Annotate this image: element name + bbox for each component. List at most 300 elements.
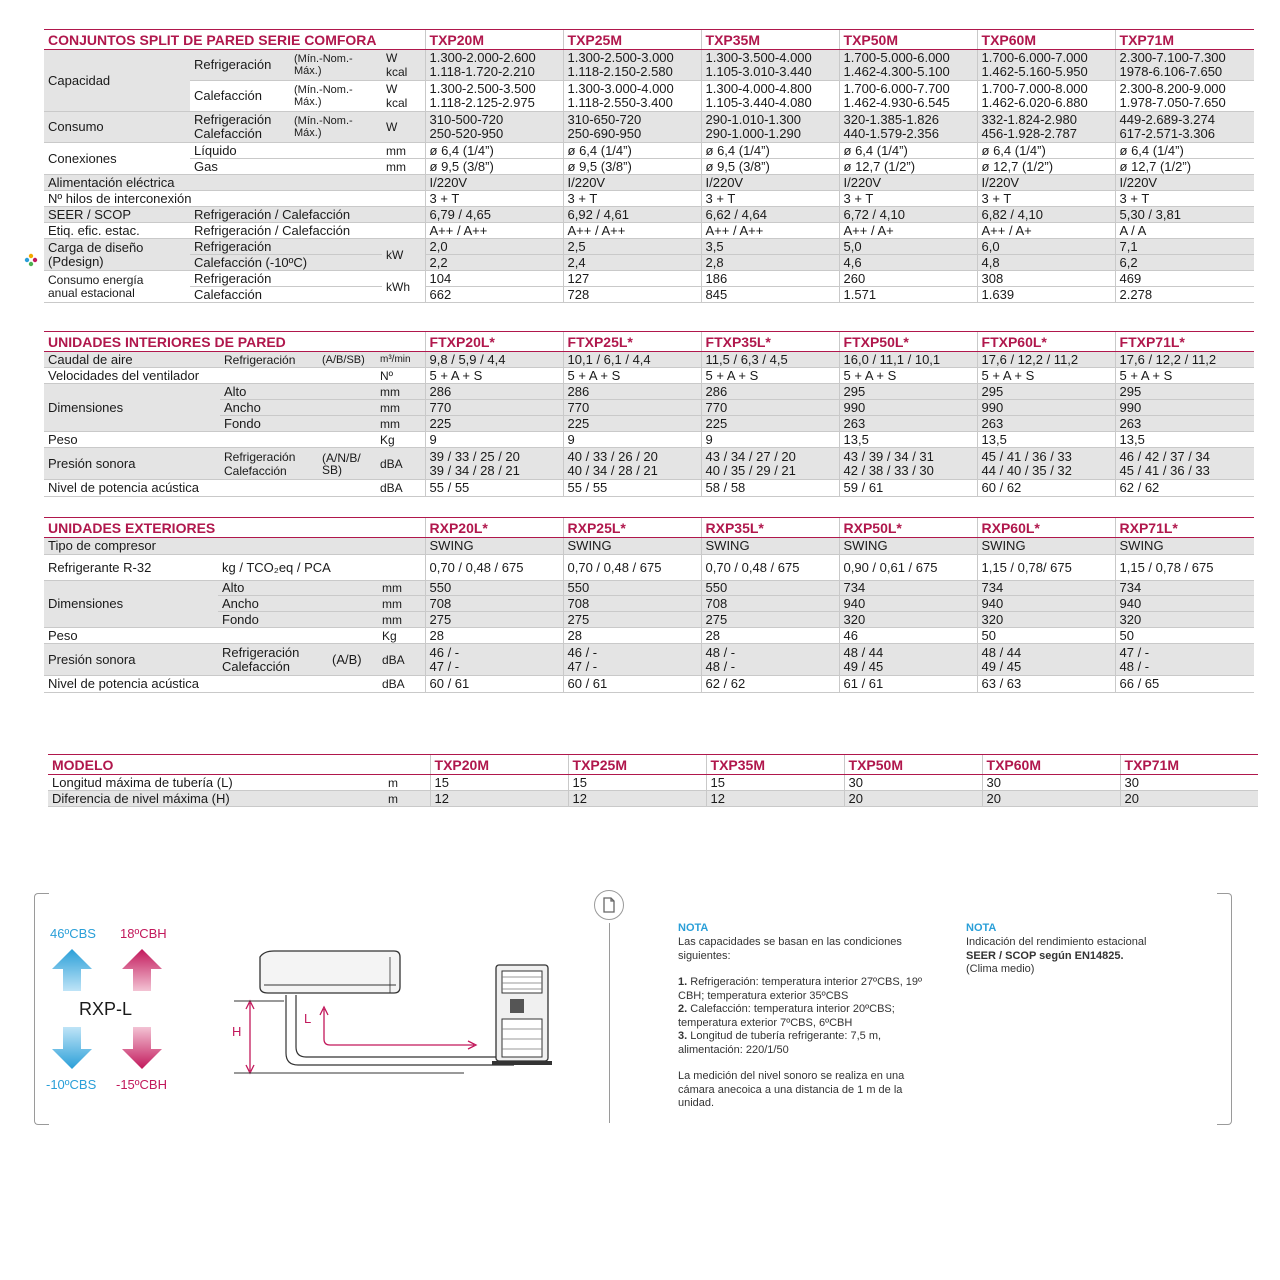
model-header: FTXP20L*	[425, 332, 563, 352]
row-sublabel: Gas	[190, 159, 382, 175]
row-label: Nº hilos de interconexión	[44, 191, 425, 207]
row-unit: mm	[382, 159, 425, 175]
table-row	[44, 628, 1254, 644]
nota-2-line: SEER / SCOP según EN14825.	[966, 949, 1124, 962]
table-cell: SWING	[425, 538, 563, 555]
table-cell: 0,70 / 0,48 / 675	[701, 555, 839, 581]
table-cell: 5 + A + S	[701, 368, 839, 384]
table-cell: 16,0 / 11,1 / 10,1	[839, 352, 977, 368]
model-header: TXP25M	[563, 30, 701, 50]
heat-min-temp: -15ºCBH	[116, 1077, 167, 1092]
row-sublabel: Refrigeración	[190, 239, 382, 255]
row-sublabel: Alto	[220, 384, 376, 400]
model-header: FTXP60L*	[977, 332, 1115, 352]
table-cell: 2,2	[425, 255, 563, 271]
row-condition: (A/N/B/ SB)	[318, 448, 376, 480]
table-cell: I/220V	[425, 175, 563, 191]
row-label: Peso	[44, 432, 376, 448]
table-cell: 469	[1115, 271, 1254, 287]
table-row	[44, 581, 1254, 596]
table-cell: 10,1 / 6,1 / 4,4	[563, 352, 701, 368]
model-header: TXP35M	[701, 30, 839, 50]
table-cell: 63 / 63	[977, 676, 1115, 693]
outdoor-model-label: RXP-L	[79, 999, 133, 1019]
table-row	[44, 676, 1254, 693]
table-cell: 46 / 42 / 37 / 34 45 / 41 / 36 / 33	[1115, 448, 1254, 480]
row-unit: mm	[378, 581, 425, 596]
row-label: Carga de diseño (Pdesign)	[44, 239, 190, 271]
table-cell: 295	[839, 384, 977, 400]
table-cell: 1.700-5.000-6.000 1.462-4.300-5.100	[839, 50, 977, 81]
table-cell: 9,8 / 5,9 / 4,4	[425, 352, 563, 368]
sets-header-row	[44, 30, 1254, 50]
table-cell: 1.639	[977, 287, 1115, 303]
row-label: Consumo energía anual estacional	[44, 271, 190, 303]
table-cell: 550	[425, 581, 563, 596]
table-cell: 290-1.010-1.300 290-1.000-1.290	[701, 112, 839, 143]
model-header: RXP25L*	[563, 518, 701, 538]
table-row	[44, 644, 1254, 676]
table-cell: 13,5	[839, 432, 977, 448]
table-cell: 332-1.824-2.980 456-1.928-2.787	[977, 112, 1115, 143]
table-cell: 3 + T	[1115, 191, 1254, 207]
table-row	[44, 191, 1254, 207]
model-header: TXP71M	[1120, 755, 1258, 775]
indoor-title: UNIDADES INTERIORES DE PARED	[44, 332, 425, 352]
table-cell: 6,92 / 4,61	[563, 207, 701, 223]
model-header: RXP50L*	[839, 518, 977, 538]
row-unit: mm	[376, 400, 425, 416]
model-header: FTXP71L*	[1115, 332, 1254, 352]
table-cell: 310-650-720 250-690-950	[563, 112, 701, 143]
table-cell: 708	[563, 596, 701, 612]
table-cell: 48 / 44 49 / 45	[839, 644, 977, 676]
model-header: RXP35L*	[701, 518, 839, 538]
row-label: Conexiones	[44, 143, 190, 175]
table-row	[44, 384, 1254, 400]
table-cell: 58 / 58	[701, 480, 839, 497]
row-unit: mm	[376, 384, 425, 400]
table-cell: 45 / 41 / 36 / 33 44 / 40 / 35 / 32	[977, 448, 1115, 480]
cool-min-temp: -10ºCBS	[46, 1077, 97, 1092]
table-cell: I/220V	[839, 175, 977, 191]
table-cell: 1.571	[839, 287, 977, 303]
table-cell: 770	[701, 400, 839, 416]
row-label: Consumo	[44, 112, 190, 143]
row-sublabel: Líquido	[190, 143, 382, 159]
table-row	[44, 368, 1254, 384]
table-cell: 20	[1120, 791, 1258, 807]
table-row	[44, 50, 1254, 81]
table-cell: 62 / 62	[1115, 480, 1254, 497]
table-cell: 3 + T	[701, 191, 839, 207]
row-unit: W	[382, 112, 425, 143]
table-cell: 40 / 33 / 26 / 20 40 / 34 / 28 / 21	[563, 448, 701, 480]
table-cell: 5 + A + S	[977, 368, 1115, 384]
piping-header-row	[48, 755, 1258, 775]
table-row	[44, 207, 1254, 223]
row-sublabel: Alto	[218, 581, 378, 596]
table-cell: 28	[563, 628, 701, 644]
table-cell: 6,82 / 4,10	[977, 207, 1115, 223]
table-cell: ø 6,4 (1/4”)	[425, 143, 563, 159]
table-cell: 59 / 61	[839, 480, 977, 497]
table-cell: 46 / - 47 / -	[425, 644, 563, 676]
table-cell: 286	[425, 384, 563, 400]
row-sublabel: Ancho	[220, 400, 376, 416]
nota-1-title: NOTA	[678, 922, 709, 934]
table-cell: 728	[563, 287, 701, 303]
table-cell: 61 / 61	[839, 676, 977, 693]
table-cell: ø 9,5 (3/8”)	[701, 159, 839, 175]
row-label: Diferencia de nivel máxima (H)	[48, 791, 384, 807]
table-cell: 550	[701, 581, 839, 596]
row-unit: W kcal	[382, 50, 425, 81]
row-label: Velocidades del ventilador	[44, 368, 376, 384]
table-cell: 275	[563, 612, 701, 628]
row-label: Dimensiones	[44, 384, 220, 432]
table-cell: 263	[1115, 416, 1254, 432]
row-unit: mm	[382, 143, 425, 159]
table-cell: 990	[839, 400, 977, 416]
table-cell: I/220V	[1115, 175, 1254, 191]
table-cell: 320	[1115, 612, 1254, 628]
row-label: Presión sonora	[44, 448, 220, 480]
row-sublabel: Ancho	[218, 596, 378, 612]
row-sublabel: Calefacción	[190, 287, 382, 303]
table-cell: 43 / 34 / 27 / 20 40 / 35 / 29 / 21	[701, 448, 839, 480]
row-condition: (Mín.-Nom.-Máx.)	[290, 81, 382, 112]
table-cell: 320	[839, 612, 977, 628]
table-cell: 6,2	[1115, 255, 1254, 271]
table-cell: A++ / A++	[425, 223, 563, 239]
row-sublabel: Refrigeración	[220, 352, 318, 368]
table-cell: A++ / A++	[563, 223, 701, 239]
table-row	[44, 287, 1254, 303]
row-condition: (Mín.-Nom.-Máx.)	[290, 50, 382, 81]
table-cell: 1.700-6.000-7.000 1.462-5.160-5.950	[977, 50, 1115, 81]
model-header: TXP20M	[430, 755, 568, 775]
table-cell: 770	[563, 400, 701, 416]
table-row	[44, 223, 1254, 239]
installation-diagram	[224, 943, 564, 1123]
table-cell: 263	[977, 416, 1115, 432]
table-cell: 275	[425, 612, 563, 628]
table-row	[44, 416, 1254, 432]
table-cell: 55 / 55	[425, 480, 563, 497]
table-cell: 2,8	[701, 255, 839, 271]
table-cell: 2.300-8.200-9.000 1.978-7.050-7.650	[1115, 81, 1254, 112]
table-cell: 9	[701, 432, 839, 448]
table-cell: ø 6,4 (1/4”)	[977, 143, 1115, 159]
table-row	[44, 352, 1254, 368]
table-cell: 30	[982, 775, 1120, 791]
row-unit: kW	[382, 239, 425, 271]
arrow-up-red-icon	[120, 947, 164, 993]
table-cell: 734	[839, 581, 977, 596]
row-unit: mm	[378, 612, 425, 628]
table-cell: 9	[425, 432, 563, 448]
color-dots-icon	[24, 253, 38, 267]
table-row	[44, 400, 1254, 416]
table-cell: 39 / 33 / 25 / 20 39 / 34 / 28 / 21	[425, 448, 563, 480]
nota-2-title: NOTA	[966, 922, 997, 934]
table-cell: I/220V	[701, 175, 839, 191]
table-cell: 2.300-7.100-7.300 1978-6.106-7.650	[1115, 50, 1254, 81]
table-cell: 5 + A + S	[563, 368, 701, 384]
table-cell: 12	[430, 791, 568, 807]
row-sublabel: Refrigeración Calefacción	[190, 112, 290, 143]
piping-table	[48, 754, 1258, 807]
table-cell: 5 + A + S	[1115, 368, 1254, 384]
table-cell: 50	[1115, 628, 1254, 644]
table-cell: ø 9,5 (3/8”)	[563, 159, 701, 175]
table-cell: A++ / A++	[701, 223, 839, 239]
model-header: FTXP25L*	[563, 332, 701, 352]
table-cell: SWING	[839, 538, 977, 555]
row-unit: mm	[376, 416, 425, 432]
table-cell: 286	[563, 384, 701, 400]
table-cell: ø 12,7 (1/2”)	[977, 159, 1115, 175]
table-cell: 28	[701, 628, 839, 644]
table-cell: 5,30 / 3,81	[1115, 207, 1254, 223]
table-cell: 3 + T	[425, 191, 563, 207]
table-cell: 6,62 / 4,64	[701, 207, 839, 223]
nota-2-body	[966, 936, 1186, 977]
table-cell: 295	[977, 384, 1115, 400]
table-cell: 0,90 / 0,61 / 675	[839, 555, 977, 581]
row-unit: m³/min	[376, 352, 425, 368]
indoor-table	[44, 331, 1254, 497]
row-unit: kWh	[382, 271, 425, 303]
panel-bracket-right	[1217, 893, 1232, 1125]
table-cell: 1.700-6.000-7.700 1.462-4.930-6.545	[839, 81, 977, 112]
table-cell: 43 / 39 / 34 / 31 42 / 38 / 33 / 30	[839, 448, 977, 480]
table-cell: ø 6,4 (1/4”)	[1115, 143, 1254, 159]
table-cell: 2.278	[1115, 287, 1254, 303]
model-header: TXP50M	[844, 755, 982, 775]
row-condition: (A/B/SB)	[318, 352, 376, 368]
row-sublabel: Refrigeración Calefacción	[220, 448, 318, 480]
table-row	[44, 555, 1254, 581]
table-cell: 990	[977, 400, 1115, 416]
model-header: TXP20M	[425, 30, 563, 50]
table-row	[44, 448, 1254, 480]
table-cell: 940	[1115, 596, 1254, 612]
indoor-unit-icon	[260, 951, 400, 993]
table-cell: ø 6,4 (1/4”)	[701, 143, 839, 159]
h-label: H	[232, 1024, 242, 1039]
table-cell: 3 + T	[839, 191, 977, 207]
row-unit: Nº	[376, 368, 425, 384]
table-cell: ø 9,5 (3/8”)	[425, 159, 563, 175]
table-cell: 47 / - 48 / -	[1115, 644, 1254, 676]
table-cell: 15	[706, 775, 844, 791]
row-unit: dBA	[376, 448, 425, 480]
model-header: TXP60M	[982, 755, 1120, 775]
table-cell: 46	[839, 628, 977, 644]
table-cell: 7,1	[1115, 239, 1254, 255]
row-condition: (A/B)	[328, 644, 378, 676]
table-row	[44, 159, 1254, 175]
table-cell: 9	[563, 432, 701, 448]
arrow-down-blue-icon	[50, 1025, 94, 1071]
table-cell: 6,0	[977, 239, 1115, 255]
indoor-header-row	[44, 332, 1254, 352]
model-header: TXP50M	[839, 30, 977, 50]
table-cell: 2,4	[563, 255, 701, 271]
table-cell: 30	[844, 775, 982, 791]
outdoor-header-row	[44, 518, 1254, 538]
table-cell: 2,0	[425, 239, 563, 255]
table-cell: 225	[563, 416, 701, 432]
table-row	[44, 538, 1254, 555]
table-cell: 286	[701, 384, 839, 400]
piping-title: MODELO	[48, 755, 430, 775]
table-cell: 263	[839, 416, 977, 432]
table-row	[48, 775, 1258, 791]
model-header: TXP25M	[568, 755, 706, 775]
table-cell: SWING	[701, 538, 839, 555]
row-label: Dimensiones	[44, 581, 218, 628]
row-unit: dBA	[376, 480, 425, 497]
table-cell: 48 / 44 49 / 45	[977, 644, 1115, 676]
table-cell: 4,6	[839, 255, 977, 271]
table-cell: 6,72 / 4,10	[839, 207, 977, 223]
table-cell: 1.700-7.000-8.000 1.462-6.020-6.880	[977, 81, 1115, 112]
table-cell: 0,70 / 0,48 / 675	[563, 555, 701, 581]
model-header: RXP71L*	[1115, 518, 1254, 538]
table-cell: 295	[1115, 384, 1254, 400]
table-cell: 770	[425, 400, 563, 416]
table-cell: 17,6 / 12,2 / 11,2	[977, 352, 1115, 368]
table-cell: 260	[839, 271, 977, 287]
table-cell: 225	[425, 416, 563, 432]
table-cell: 17,6 / 12,2 / 11,2	[1115, 352, 1254, 368]
table-cell: ø 12,7 (1/2”)	[1115, 159, 1254, 175]
table-row	[44, 81, 1254, 112]
table-cell: A++ / A+	[977, 223, 1115, 239]
nota-2-line: (Clima medio)	[966, 963, 1035, 975]
table-cell: 50	[977, 628, 1115, 644]
table-cell: 104	[425, 271, 563, 287]
table-cell: 30	[1120, 775, 1258, 791]
row-unit: Kg	[378, 628, 425, 644]
table-row	[44, 596, 1254, 612]
outdoor-table	[44, 517, 1254, 693]
nota-1-intro: Las capacidades se basan en las condiciones siguientes:	[678, 936, 902, 962]
table-cell: 15	[568, 775, 706, 791]
table-cell: I/220V	[563, 175, 701, 191]
table-cell: 5,0	[839, 239, 977, 255]
table-cell: ø 6,4 (1/4”)	[563, 143, 701, 159]
info-panel	[34, 893, 1232, 1123]
nota-1-body	[678, 936, 928, 1111]
table-cell: 940	[839, 596, 977, 612]
table-cell: 66 / 65	[1115, 676, 1254, 693]
table-cell: 186	[701, 271, 839, 287]
outdoor-unit-icon	[492, 965, 552, 1065]
table-cell: 2,5	[563, 239, 701, 255]
table-cell: 60 / 61	[425, 676, 563, 693]
row-sublabel: Fondo	[218, 612, 378, 628]
l-label: L	[304, 1011, 312, 1026]
table-cell: 46 / - 47 / -	[563, 644, 701, 676]
model-header: FTXP35L*	[701, 332, 839, 352]
table-row	[44, 175, 1254, 191]
row-label: Capacidad	[44, 50, 190, 112]
table-cell: 1.300-2.000-2.600 1.118-1.720-2.210	[425, 50, 563, 81]
table-cell: 225	[701, 416, 839, 432]
table-cell: 5 + A + S	[425, 368, 563, 384]
heat-max-temp: 18ºCBH	[120, 926, 167, 941]
table-cell: 845	[701, 287, 839, 303]
table-cell: 320-1.385-1.826 440-1.579-2.356	[839, 112, 977, 143]
sets-title: CONJUNTOS SPLIT DE PARED SERIE COMFORA	[44, 30, 425, 50]
model-header: RXP60L*	[977, 518, 1115, 538]
table-cell: 60 / 61	[563, 676, 701, 693]
table-cell: 708	[425, 596, 563, 612]
model-header: TXP71M	[1115, 30, 1254, 50]
table-cell: 28	[425, 628, 563, 644]
table-row	[44, 612, 1254, 628]
nota-2-line: Indicación del rendimiento estacional	[966, 936, 1147, 948]
table-cell: 1.300-4.000-4.800 1.105-3.440-4.080	[701, 81, 839, 112]
row-sublabel: Refrigeración / Calefacción	[190, 223, 425, 239]
table-cell: 1.300-3.500-4.000 1.105-3.010-3.440	[701, 50, 839, 81]
row-unit: W kcal	[382, 81, 425, 112]
table-cell: 12	[706, 791, 844, 807]
table-cell: 550	[563, 581, 701, 596]
table-cell: 13,5	[977, 432, 1115, 448]
table-cell: 20	[982, 791, 1120, 807]
table-cell: ø 6,4 (1/4”)	[839, 143, 977, 159]
table-row	[44, 143, 1254, 159]
table-cell: 1,15 / 0,78/ 675	[977, 555, 1115, 581]
table-cell: ø 12,7 (1/2”)	[839, 159, 977, 175]
table-row	[44, 239, 1254, 255]
cool-max-temp: 46ºCBS	[50, 926, 96, 941]
nota-1-footer: La medición del nivel sonoro se realiza en una cámara anecoica a una distancia de 1 m de la unidad.	[678, 1070, 905, 1109]
table-cell: 3,5	[701, 239, 839, 255]
table-row	[48, 791, 1258, 807]
row-label: Longitud máxima de tubería (L)	[48, 775, 384, 791]
table-row	[44, 480, 1254, 497]
table-cell: 449-2.689-3.274 617-2.571-3.306	[1115, 112, 1254, 143]
row-unit: mm	[378, 596, 425, 612]
table-cell: 11,5 / 6,3 / 4,5	[701, 352, 839, 368]
row-unit: Kg	[376, 432, 425, 448]
table-cell: 1.300-2.500-3.000 1.118-2.150-2.580	[563, 50, 701, 81]
row-sublabel: Refrigeración	[190, 50, 290, 81]
table-cell: 734	[1115, 581, 1254, 596]
row-condition: (Mín.-Nom.-Máx.)	[290, 112, 382, 143]
table-cell: SWING	[977, 538, 1115, 555]
row-unit: m	[384, 791, 430, 807]
nota-1-item: 1. Refrigeración: temperatura interior 27ºCBS, 19º CBH; temperatura exterior 35ºCBS	[678, 976, 923, 1002]
table-cell: 734	[977, 581, 1115, 596]
model-header: TXP60M	[977, 30, 1115, 50]
row-unit: kg / TCO₂eq / PCA	[218, 555, 425, 581]
table-cell: 275	[701, 612, 839, 628]
table-cell: 308	[977, 271, 1115, 287]
sets-table	[44, 29, 1254, 303]
table-cell: 3 + T	[977, 191, 1115, 207]
row-sublabel: Refrigeración / Calefacción	[190, 207, 425, 223]
model-header: FTXP50L*	[839, 332, 977, 352]
outdoor-title: UNIDADES EXTERIORES	[44, 518, 425, 538]
row-sublabel: Refrigeración	[190, 271, 382, 287]
